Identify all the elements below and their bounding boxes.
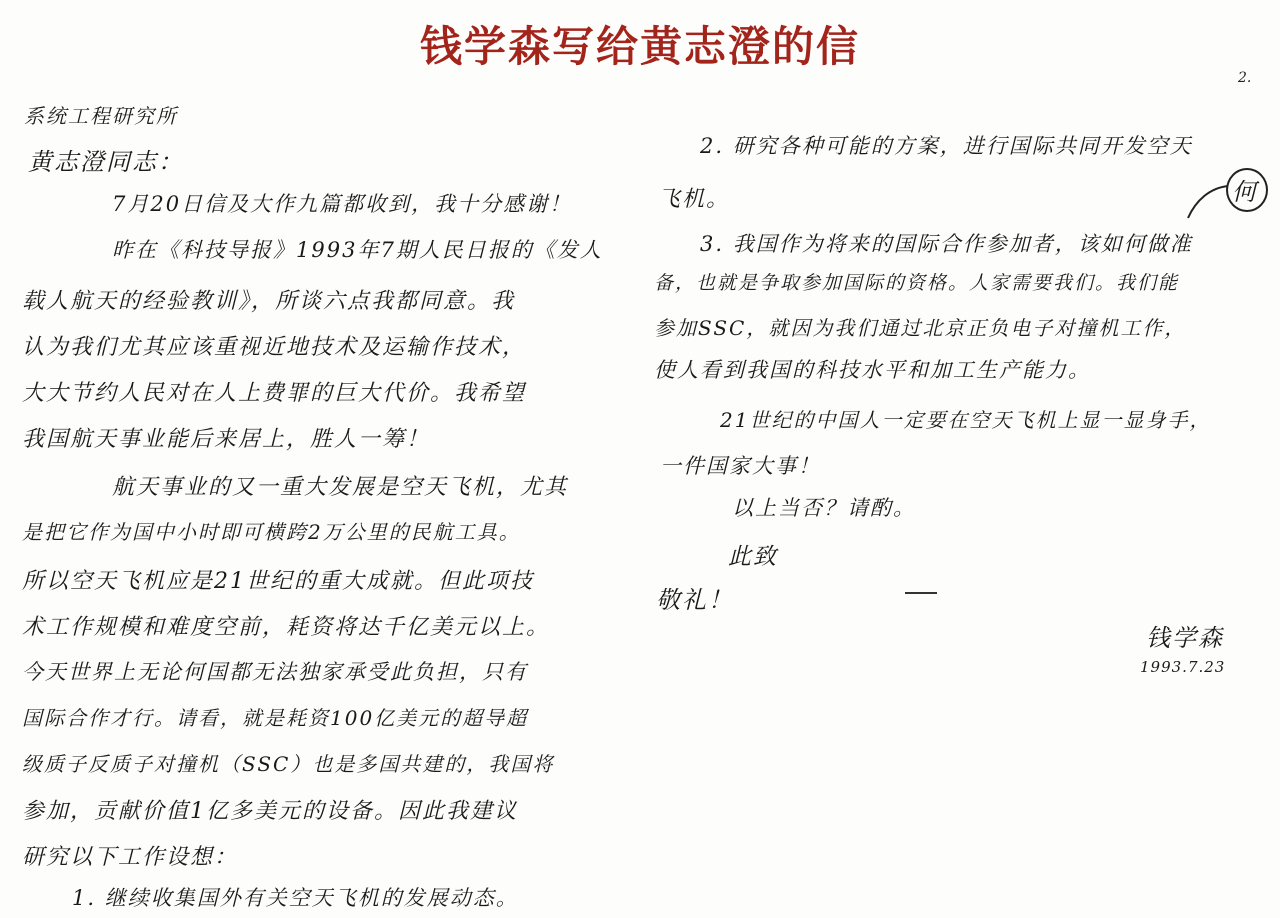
letter-line: 系统工程研究所 — [24, 104, 178, 128]
letter-line: 大大节约人民对在人上费罪的巨大代价。我希望 — [22, 381, 527, 406]
letter-line: 黄志澄同志： — [28, 148, 184, 176]
letter-line: 昨在《科技导报》1993年7期人民日报的《发人 — [112, 238, 603, 262]
letter-line: 今天世界上无论何国都无法独家承受此负担，只有 — [22, 660, 528, 684]
letter-line: 7月20日信及大作九篇都收到，我十分感谢！ — [112, 192, 573, 216]
letter-line: 参加SSC，就因为我们通过北京正负电子对撞机工作， — [654, 316, 1187, 340]
letter-line: 国际合作才行。请看，就是耗资100亿美元的超导超 — [22, 706, 529, 730]
letter-line: 2. 研究各种可能的方案，进行国际共同开发空天 — [700, 134, 1193, 158]
letter-line: 术工作规模和难度空前，耗资将达千亿美元以上。 — [22, 615, 551, 640]
letter-line: 敬礼！ — [656, 586, 734, 614]
dash-mark — [905, 592, 937, 594]
letter-line: 1. 继续收集国外有关空天飞机的发展动态。 — [72, 886, 519, 910]
letter-date: 1993.7.23 — [1140, 658, 1226, 676]
letter-line: 此致 — [728, 544, 778, 570]
letter-line: 是把它作为国中小时即可横跨2万公里的民航工具。 — [22, 520, 521, 544]
letter-line: 认为我们尤其应该重视近地技术及运输作技术， — [22, 335, 527, 360]
letter-line: 21世纪的中国人一定要在空天飞机上显一显身手， — [720, 408, 1212, 432]
letter-line: 以上当否？请酌。 — [732, 496, 916, 520]
letter-line: 备，也就是争取参加国际的资格。人家需要我们。我们能 — [654, 272, 1180, 294]
letter-line: 使人看到我国的科技水平和加工生产能力。 — [654, 358, 1091, 382]
margin-note: 何 — [1232, 178, 1256, 206]
letter-line: 航天事业的又一重大发展是空天飞机，尤其 — [112, 475, 569, 500]
letter-line: 我国航天事业能后来居上，胜人一筹！ — [22, 427, 431, 452]
letter-line: 所以空天飞机应是21世纪的重大成就。但此项技 — [22, 569, 534, 594]
letter-line: 载人航天的经验教训》，所谈六点我都同意。我 — [22, 289, 516, 314]
signature: 钱学森 — [1146, 624, 1224, 652]
letter-line: 3. 我国作为将来的国际合作参加者，该如何做准 — [700, 232, 1193, 256]
letter-line: 一件国家大事！ — [660, 454, 821, 478]
letter-line: 飞机。 — [658, 187, 731, 212]
letter-line: 参加，贡献价值1亿多美元的设备。因此我建议 — [22, 799, 518, 824]
margin-caret-mark — [1186, 180, 1230, 220]
page-number: 2. — [1238, 70, 1252, 86]
letter-line: 级质子反质子对撞机（SSC）也是多国共建的，我国将 — [22, 752, 555, 776]
letter-line: 研究以下工作设想： — [22, 845, 239, 870]
page-title: 钱学森写给黄志澄的信 — [419, 22, 860, 71]
